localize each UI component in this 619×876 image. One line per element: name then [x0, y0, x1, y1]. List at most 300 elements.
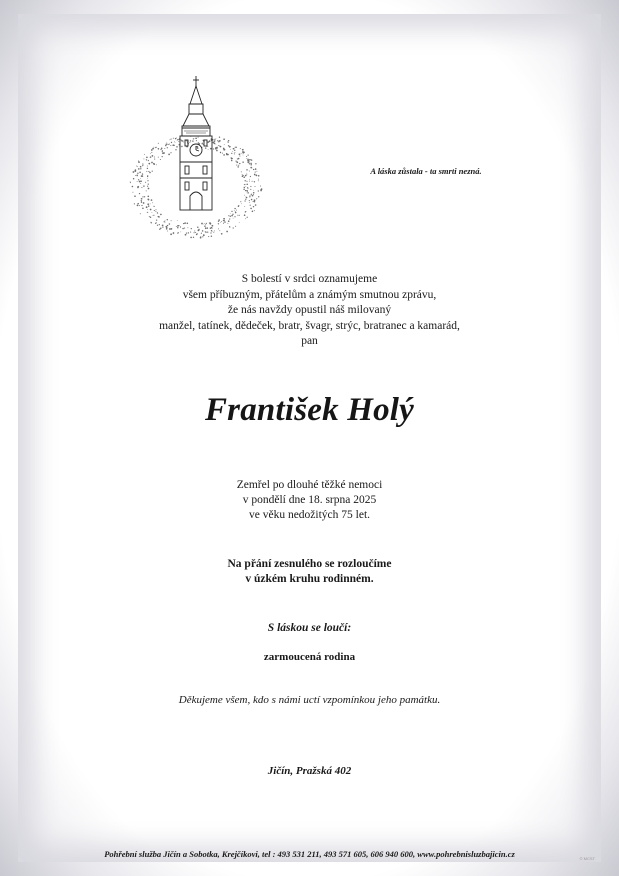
- halo-dot: [207, 231, 208, 232]
- halo-dot: [175, 138, 176, 139]
- halo-dot: [132, 186, 134, 188]
- halo-dot: [239, 155, 240, 156]
- halo-dot: [198, 229, 199, 230]
- halo-dot: [224, 144, 225, 145]
- halo-dot: [177, 225, 179, 227]
- halo-dot: [150, 156, 152, 158]
- halo-dot: [204, 223, 205, 224]
- halo-dot: [212, 225, 214, 227]
- halo-dot: [202, 143, 203, 144]
- halo-dot: [194, 232, 195, 233]
- halo-dot: [214, 139, 215, 140]
- halo-dot: [231, 157, 232, 158]
- halo-dot: [213, 142, 215, 144]
- halo-dot: [192, 140, 193, 141]
- halo-dot: [140, 183, 141, 184]
- deceased-name: František Holý: [204, 392, 415, 428]
- halo-dot: [226, 231, 228, 233]
- halo-dot: [148, 205, 150, 207]
- halo-dot: [214, 139, 215, 140]
- halo-dot: [255, 168, 257, 170]
- halo-dot: [260, 190, 262, 192]
- halo-dot: [252, 211, 254, 213]
- halo-dot: [253, 169, 254, 170]
- halo-dot: [152, 148, 154, 150]
- halo-dot: [173, 138, 174, 139]
- halo-dot: [244, 214, 246, 216]
- halo-dot: [254, 174, 256, 176]
- halo-dot: [249, 200, 250, 201]
- halo-dot: [211, 235, 212, 236]
- halo-dot: [251, 159, 252, 160]
- halo-dot: [247, 192, 248, 193]
- halo-dot: [249, 181, 250, 182]
- halo-dot: [138, 168, 140, 170]
- halo-dot: [159, 228, 160, 229]
- halo-dot: [135, 175, 136, 176]
- halo-dot: [219, 137, 220, 138]
- halo-dot: [138, 160, 139, 161]
- halo-dot: [169, 223, 171, 225]
- halo-dot: [148, 160, 149, 161]
- halo-dot: [248, 161, 249, 162]
- halo-dot: [137, 174, 138, 175]
- halo-dot: [223, 223, 224, 224]
- halo-dot: [241, 153, 242, 154]
- halo-dot: [221, 233, 223, 235]
- halo-dot: [249, 163, 250, 164]
- halo-dot: [148, 199, 150, 201]
- halo-dot: [147, 166, 148, 167]
- halo-dot: [247, 181, 248, 182]
- halo-dot: [211, 230, 212, 231]
- halo-dot: [150, 216, 152, 218]
- halo-dot: [144, 196, 145, 197]
- halo-dot: [160, 159, 161, 160]
- death-line: Zemřel po dlouhé těžké nemoci: [236, 479, 383, 491]
- halo-dot: [186, 140, 187, 141]
- halo-dot: [146, 159, 147, 160]
- church-tower-icon: [128, 74, 268, 254]
- halo-dot: [227, 223, 228, 224]
- halo-dot: [239, 215, 240, 216]
- halo-dot: [243, 189, 244, 190]
- halo-dot: [208, 149, 209, 150]
- halo-dot: [206, 223, 207, 224]
- halo-dot: [183, 223, 184, 224]
- halo-dot: [250, 176, 251, 177]
- halo-dot: [141, 205, 142, 206]
- halo-dot: [184, 228, 185, 229]
- intro-line: pan: [301, 335, 318, 347]
- halo-dot: [141, 202, 142, 203]
- halo-dot: [158, 148, 160, 150]
- halo-dot: [216, 150, 218, 152]
- halo-dot: [223, 148, 225, 150]
- halo-dot: [197, 233, 198, 234]
- halo-dot: [197, 147, 199, 149]
- halo-dot: [234, 216, 235, 217]
- halo-dot: [253, 192, 255, 194]
- halo-dot: [138, 186, 139, 187]
- halo-dot: [246, 190, 247, 191]
- halo-dot: [142, 165, 143, 166]
- halo-dot: [245, 190, 246, 191]
- halo-dot: [177, 220, 178, 221]
- halo-dot: [167, 219, 168, 220]
- halo-dot: [187, 223, 189, 225]
- halo-dot: [139, 181, 140, 182]
- halo-dot: [157, 212, 158, 213]
- halo-dot: [193, 138, 194, 139]
- halo-dot: [164, 148, 165, 149]
- halo-dot: [200, 237, 202, 239]
- halo-dot: [152, 202, 153, 203]
- halo-dot: [254, 199, 256, 201]
- halo-dot: [230, 149, 231, 150]
- halo-dot: [180, 226, 181, 227]
- halo-dot: [140, 213, 141, 214]
- halo-dot: [251, 194, 252, 195]
- halo-dot: [142, 173, 143, 174]
- halo-dot: [180, 232, 181, 233]
- halo-dot: [141, 187, 142, 188]
- intro-line: všem příbuzným, přátelům a známým smutnou zprávu,: [182, 288, 437, 301]
- halo-dot: [153, 215, 154, 216]
- halo-dot: [166, 227, 168, 229]
- halo-dot: [254, 181, 255, 182]
- halo-dot: [141, 200, 142, 201]
- halo-dot: [256, 198, 257, 199]
- halo-dot: [194, 231, 195, 232]
- halo-dot: [130, 182, 131, 183]
- halo-dot: [139, 172, 141, 174]
- halo-dot: [230, 216, 231, 217]
- halo-dot: [256, 175, 258, 177]
- halo-dot: [261, 188, 263, 190]
- halo-dot: [166, 142, 167, 143]
- halo-dot: [151, 222, 152, 223]
- wish-line: v úzkém kruhu rodinném.: [245, 573, 374, 585]
- halo-dot: [181, 146, 182, 147]
- halo-dot: [150, 153, 151, 154]
- halo-dot: [237, 158, 238, 159]
- halo-dot: [215, 148, 217, 150]
- halo-dot: [133, 178, 134, 179]
- halo-dot: [249, 179, 250, 180]
- halo-dot: [240, 201, 241, 202]
- intro-line: že nás navždy opustil náš milovaný: [227, 304, 392, 316]
- halo-dot: [252, 195, 254, 197]
- halo-dot: [234, 150, 235, 151]
- halo-dot: [159, 224, 160, 225]
- halo-dot: [134, 203, 135, 204]
- halo-dot: [246, 158, 247, 159]
- halo-dot: [219, 230, 220, 231]
- halo-dot: [237, 166, 239, 168]
- halo-dot: [197, 227, 198, 228]
- halo-dot: [258, 179, 259, 180]
- halo-dot: [217, 140, 218, 141]
- halo-dot: [221, 221, 222, 222]
- halo-dot: [171, 142, 172, 143]
- halo-dot: [258, 190, 259, 191]
- halo-dot: [245, 186, 246, 187]
- halo-dot: [148, 171, 149, 172]
- halo-dot: [156, 164, 157, 165]
- halo-dot: [210, 227, 211, 228]
- halo-dot: [239, 163, 240, 164]
- halo-dot: [141, 198, 143, 200]
- halo-dot: [235, 226, 236, 227]
- halo-dot: [258, 180, 259, 181]
- halo-dot: [234, 148, 235, 149]
- halo-dot: [251, 199, 253, 201]
- halo-dot: [249, 171, 250, 172]
- halo-dot: [156, 219, 157, 220]
- halo-dot: [218, 145, 219, 146]
- halo-dot: [250, 163, 252, 165]
- halo-dot: [163, 152, 165, 154]
- halo-dot: [175, 142, 176, 143]
- halo-dot: [229, 146, 230, 147]
- halo-dot: [210, 222, 211, 223]
- halo-dot: [137, 173, 138, 174]
- halo-dot: [183, 142, 184, 143]
- halo-dot: [134, 170, 136, 172]
- halo-dot: [234, 152, 235, 153]
- halo-dot: [196, 234, 198, 236]
- halo-dot: [225, 149, 226, 150]
- halo-dot: [139, 193, 140, 194]
- halo-dot: [220, 222, 221, 223]
- halo-dot: [154, 156, 155, 157]
- halo-dot: [169, 139, 170, 140]
- death-details: [0, 478, 619, 523]
- halo-dot: [243, 175, 244, 176]
- halo-dot: [143, 158, 144, 159]
- halo-dot: [242, 175, 243, 176]
- halo-dot: [177, 139, 178, 140]
- halo-dot: [246, 169, 247, 170]
- halo-dot: [232, 158, 233, 159]
- halo-dot: [203, 224, 204, 225]
- motto-text: A láska zůstala - ta smrti nezná.: [370, 166, 482, 176]
- halo-dot: [187, 227, 188, 228]
- halo-dot: [142, 163, 143, 164]
- halo-dot: [207, 146, 208, 147]
- halo-dot: [218, 223, 219, 224]
- halo-dot: [151, 199, 153, 201]
- halo-dot: [178, 141, 179, 142]
- funeral-wish: [0, 557, 619, 587]
- halo-dot: [241, 203, 242, 204]
- family-signature: zarmoucená rodina: [263, 651, 356, 663]
- halo-dot: [166, 143, 168, 145]
- halo-dot: [208, 236, 209, 237]
- halo-dot: [153, 147, 154, 148]
- halo-dot: [162, 225, 164, 227]
- halo-dot: [154, 206, 155, 207]
- halo-dot: [255, 163, 256, 164]
- halo-dot: [232, 214, 233, 215]
- halo-dot: [253, 206, 254, 207]
- halo-dot: [248, 155, 249, 156]
- halo-dot: [244, 184, 245, 185]
- halo-dot: [205, 232, 206, 233]
- halo-dot: [246, 174, 247, 175]
- halo-dot: [254, 201, 255, 202]
- halo-dot: [233, 227, 234, 228]
- halo-dot: [182, 228, 184, 230]
- halo-dot: [247, 187, 248, 188]
- halo-dot: [140, 168, 141, 169]
- halo-dot: [238, 205, 239, 206]
- halo-dot: [150, 203, 151, 204]
- halo-dot: [170, 152, 171, 153]
- halo-dot: [227, 141, 228, 142]
- halo-dot: [133, 171, 135, 173]
- halo-dot: [233, 218, 234, 219]
- halo-dot: [162, 151, 163, 152]
- halo-dot: [223, 220, 225, 222]
- halo-dot: [250, 189, 251, 190]
- halo-dot: [137, 166, 138, 167]
- halo-dot: [223, 154, 225, 156]
- halo-dot: [147, 168, 148, 169]
- halo-dot: [258, 196, 259, 197]
- halo-dot: [232, 151, 233, 152]
- halo-dot: [177, 140, 178, 141]
- halo-dot: [255, 186, 256, 187]
- halo-dot: [146, 190, 147, 191]
- halo-dot: [214, 230, 215, 231]
- halo-dot: [158, 143, 159, 144]
- halo-dot: [253, 201, 254, 202]
- halo-dot: [147, 186, 148, 187]
- halo-dot: [238, 165, 239, 166]
- halo-dot: [202, 236, 203, 237]
- halo-dot: [201, 233, 202, 234]
- halo-dot: [250, 205, 251, 206]
- family-address: Jičín, Pražská 402: [267, 765, 352, 777]
- halo-dot: [218, 219, 220, 221]
- halo-dot: [229, 218, 230, 219]
- halo-dot: [241, 171, 242, 172]
- halo-dot: [209, 140, 211, 142]
- halo-dot: [176, 138, 177, 139]
- halo-dot: [170, 145, 171, 146]
- halo-dot: [231, 153, 232, 154]
- halo-dot: [230, 213, 231, 214]
- halo-dot: [162, 226, 163, 227]
- halo-dot: [147, 212, 148, 213]
- halo-dot: [228, 215, 229, 216]
- halo-dot: [231, 211, 232, 212]
- halo-dot: [171, 228, 173, 230]
- halo-dot: [159, 216, 160, 217]
- halo-dot: [250, 208, 252, 210]
- halo-dot: [137, 203, 139, 205]
- halo-dot: [246, 173, 247, 174]
- halo-dot: [234, 153, 235, 154]
- halo-dot: [246, 197, 247, 198]
- wish-line: Na přání zesnulého se rozloučíme: [227, 558, 392, 570]
- halo-dot: [167, 225, 168, 226]
- halo-dot: [244, 195, 245, 196]
- death-line: v pondělí dne 18. srpna 2025: [242, 494, 377, 506]
- halo-dot: [205, 227, 206, 228]
- halo-dot: [140, 180, 142, 182]
- halo-dot: [247, 184, 248, 185]
- halo-dot: [202, 230, 204, 232]
- farewell-heading: S láskou se loučí:: [267, 622, 352, 634]
- halo-dot: [250, 164, 252, 166]
- halo-dot: [236, 161, 238, 163]
- halo-dot: [195, 137, 197, 139]
- halo-dot: [152, 171, 153, 172]
- halo-dot: [156, 222, 157, 223]
- halo-dot: [229, 226, 230, 227]
- halo-dot: [177, 233, 178, 234]
- halo-dot: [148, 188, 150, 190]
- halo-dot: [158, 157, 159, 158]
- halo-dot: [198, 137, 199, 138]
- halo-dot: [140, 166, 142, 168]
- halo-dot: [146, 206, 148, 208]
- halo-dot: [243, 176, 245, 178]
- halo-dot: [167, 147, 168, 148]
- halo-dot: [154, 210, 155, 211]
- halo-dot: [223, 138, 225, 140]
- halo-dot: [236, 210, 237, 211]
- halo-dot: [154, 159, 155, 160]
- halo-dot: [175, 149, 176, 150]
- halo-dot: [253, 194, 254, 195]
- halo-dot: [144, 154, 145, 155]
- halo-dot: [218, 228, 219, 229]
- halo-dot: [204, 226, 205, 227]
- halo-dot: [147, 178, 148, 179]
- halo-dot: [146, 171, 147, 172]
- funeral-service-footer: Pohřební služba Jičín a Sobotka, Krejčíkovi, tel : 493 531 211, 493 571 605, 606 940 600, www.pohrebnisluzbajicin.cz: [104, 849, 515, 859]
- halo-dot: [142, 208, 144, 210]
- halo-dot: [228, 220, 230, 222]
- halo-dot: [168, 154, 170, 156]
- halo-dot: [146, 156, 148, 158]
- halo-dot: [216, 144, 217, 145]
- halo-dot: [137, 181, 138, 182]
- halo-dot: [143, 185, 144, 186]
- halo-dot: [155, 211, 156, 212]
- halo-dot: [244, 200, 245, 201]
- halo-dot: [165, 222, 166, 223]
- halo-dot: [143, 202, 145, 204]
- halo-dot: [248, 192, 249, 193]
- halo-dot: [147, 203, 149, 205]
- halo-dot: [250, 167, 252, 169]
- halo-dot: [255, 204, 257, 206]
- halo-dot: [156, 209, 157, 210]
- halo-dot: [228, 145, 229, 146]
- halo-dot: [165, 144, 166, 145]
- halo-dot: [196, 140, 197, 141]
- halo-dot: [150, 209, 152, 211]
- halo-dot: [184, 222, 186, 224]
- halo-dot: [165, 220, 166, 221]
- halo-dot: [228, 140, 229, 141]
- halo-dot: [246, 156, 247, 157]
